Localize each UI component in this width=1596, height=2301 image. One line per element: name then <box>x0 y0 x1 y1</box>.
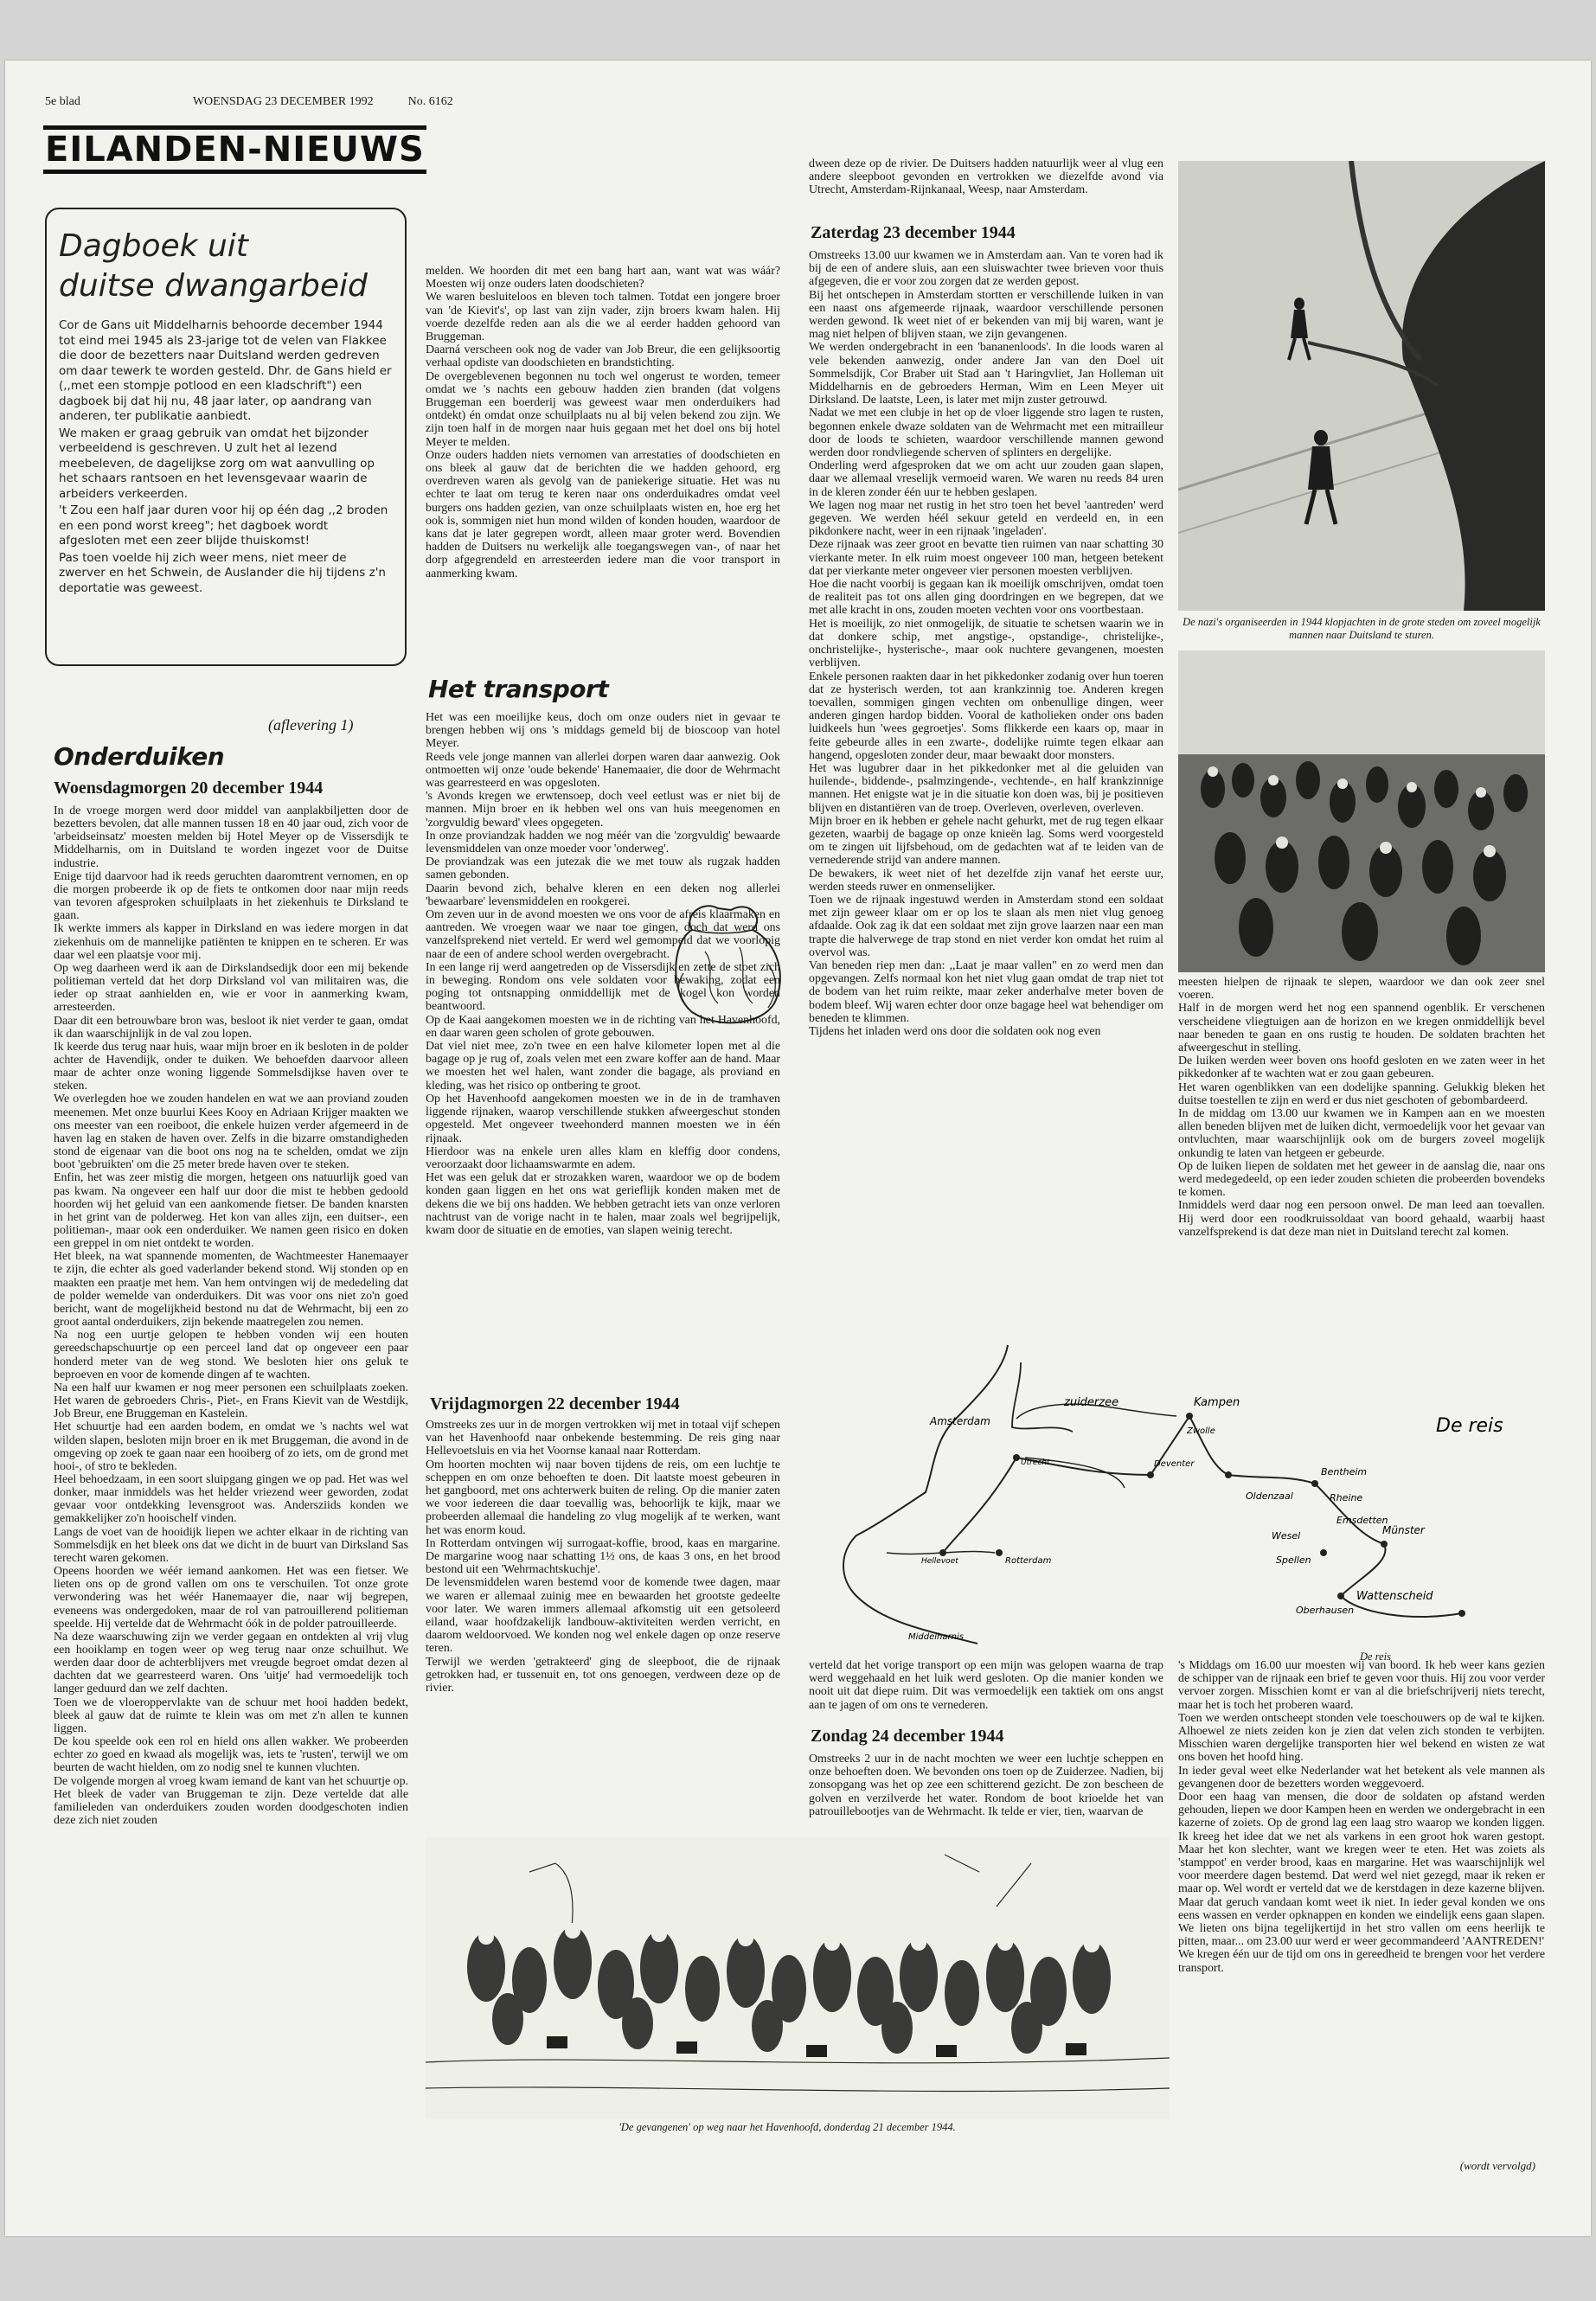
svg-text:Rheine: Rheine <box>1330 1492 1363 1503</box>
heading-onderduiken: Onderduiken <box>54 742 225 771</box>
drawing-prisoners-image <box>426 1837 1170 2119</box>
paragraph: We werden ondergebracht in een 'bananenloods'. In die loods waren al vele bekenden aanwezig, onder andere Jan van den Doel uit Sommelsdijk, Cor Braber uit Stad aan 't Haringvliet, Jan Holleman uit Middelharnis en de gebroeders Herman, Wim en Leen Meyer uit Dirksland. De laatste, Leen, is later met mijn zuster getrouwd. <box>809 341 1163 407</box>
issue-date: WOENSDAG 23 DECEMBER 1992 <box>192 95 374 108</box>
box-title-line1: Dagboek uit <box>59 228 248 264</box>
proviand-sack-drawing <box>666 891 787 1029</box>
paragraph: verteld dat het vorige transport op een mijn was gelopen waarna de trap werd weggehaald en het luik werd gesloten. Op die manier konden we nooit uit dat diepe ruim. Dit was vermoedelijk een taktiek om ons angst aan te jagen of om ons te vernederen. <box>809 1659 1163 1712</box>
drawing-prisoners <box>426 1837 1170 2119</box>
photo1-caption: De nazi's organiseerden in 1944 klopjachten in de grote steden om zoveel mogelijk mannen naar Duitsland te sturen. <box>1183 616 1541 641</box>
svg-text:Wesel: Wesel <box>1272 1530 1301 1541</box>
paragraph: In een lange rij werd aangetreden op de Vissersdijk en zette de stoet zich in beweging. Rondom ons vele soldaten voor bewaking, zodat een poging tot ontsnapping onmiddellijk met de kogel kon worden beantwoord. <box>426 960 780 1014</box>
paragraph: Onderling werd afgesproken dat we om acht uur zouden gaan slapen, daar we allemaal vreselijk vermoeid waren. We waren nu reeds 84 uren in de kleren zonder één uur te hebben geslapen. <box>809 459 1163 499</box>
paragraph: Omstreeks 13.00 uur kwamen we in Amsterdam aan. Van te voren had ik bij de een of andere sluis, aan een sluiswachter twee brieven voor thuis afgegeven, die er voor zou zorgen dat ze werden gepost. <box>809 249 1163 289</box>
paragraph: Om hoorten mochten wij naar boven tijdens de reis, om een luchtje te scheppen en om onze behoeften te doen. Dit laatste moest gebeuren in het gangboord, met ons achterwerk buiten de reling. Op die manier zaten we voor iedereen die daar toevallig was, behoorlijk te kijk, maar we probeerden allemaal die handeling zo vlug mogelijk af te werken, want het was enorm koud. <box>426 1458 780 1537</box>
paragraph: Op weg daarheen werd ik aan de Dirkslandsedijk door een mij bekende politieman verteld dat het dorp Dirksland vol van militairen was, die ieder op straat aanhielden en, wie er voor in aanmerking kwam, arresteerden. <box>54 961 408 1015</box>
paragraph: De kou speelde ook een rol en hield ons allen wakker. We probeerden echter zo goed en kwaad als mogelijk was, iets te 'rusten', terwijl we om beurten de wacht hielden, om zo nodig snel te kunnen vluchten. <box>54 1735 408 1775</box>
paragraph: Om zeven uur in de avond moesten we ons voor de afreis klaarmaken en aantreden. We vroegen waar we naar toe gingen, doch dat werd ons vanzelfsprekend niet verteld. Er werd wel gemompeld dat we voorlopig naar de een of andere school werden overgebracht. <box>426 908 780 961</box>
svg-text:Amsterdam: Amsterdam <box>930 1415 990 1427</box>
svg-text:Spellen: Spellen <box>1276 1554 1311 1566</box>
paragraph: De overgeblevenen begonnen nu toch wel ongerust te worden, temeer omdat we 's nachts een gebouw hadden zien branden (dat volgens Bruggeman een boerderij was geweest waar men onderduikers had ontdekt) én omdat onze schuilplaats nu al bij velen bekend zou zijn. We zijn toen half in de morgen naar huis gegaan met het doel ons bij hotel Meyer te melden. <box>426 369 780 449</box>
svg-text:Rotterdam: Rotterdam <box>1005 1556 1052 1566</box>
paragraph: Het waren ogenblikken van een dodelijke spanning. Gelukkig bleken het duitse toestellen te zijn en werd er dus niet geschoten of gebombardeerd. <box>1178 1080 1545 1107</box>
svg-text:Zwolle: Zwolle <box>1187 1426 1215 1436</box>
paragraph: Omstreeks 2 uur in de nacht mochten we weer een luchtje scheppen en onze behoeften doen. We bevonden ons toen op de Zuiderzee. Nadien, bij zonsopgang was het op zee een schitterend gezicht. De zon bescheen de golven en verzilverde het water. Rondom de boot krioelde het van patrouillebootjes van de Wehrmacht. Ik telde er vier, tien, waarvan de <box>809 1753 1163 1818</box>
paragraph: Terwijl we werden 'getrakteerd' ging de sleepboot, die de rijnaak getrokken had, er tussenuit en, tot ons genoegen, verdween deze op de rivier. <box>426 1655 780 1695</box>
paragraph: Het was lugubrer daar in het pikkedonker met al die geluiden van huilende-, biddende-, psalmzingende-, vechtende-, en half krankzinnige mannen. Het enigste wat je in die situatie kon doen was, bij je positieven blijven en distantiëren van de troep. Overleven, overleven, overleven. <box>809 761 1163 815</box>
paragraph: Na nog een uurtje gelopen te hebben vonden wij een houten gereedschapschuurtje op een perceel land dat op ongeveer een paar honderd meter van de weg stond. We besloten hier ons geluk te beproeven en voor de komende dingen af te wachten. <box>54 1329 408 1381</box>
paragraph: De luiken werden weer boven ons hoofd gesloten en we zaten weer in het pikkedonker af te wachten wat er zou gaan gebeuren. <box>1178 1054 1545 1081</box>
svg-text:Wattenscheid: Wattenscheid <box>1356 1590 1433 1603</box>
svg-text:Oldenzaal: Oldenzaal <box>1246 1490 1293 1502</box>
box-title-line2: duitse dwangarbeid <box>59 268 368 304</box>
column-2-part-3 <box>426 1419 780 1695</box>
svg-text:Middelharnis: Middelharnis <box>908 1632 964 1642</box>
column-4-part-1 <box>1178 976 1545 1239</box>
paragraph: Daarná verscheen ook nog de vader van Job Breur, die een gelijksoortig verhaal opdiste van doodschieten en brandstichting. <box>426 343 780 370</box>
box-paragraph: 't Zou een half jaar duren voor hij op één dag ,,2 broden en een pond worst kreeg"; het dagboek wordt afgesloten met een zeer blijde thuiskomst! <box>59 503 388 548</box>
paragraph: Hoe die nacht voorbij is gegaan kan ik moeilijk omschrijven, omdat toen de realiteit pas tot ons allen ging doordringen en we begrepen, dat we met alle kracht in ons, zouden moeten vechten voor ons voortbestaan. <box>809 578 1163 618</box>
paragraph: Enfin, het was zeer mistig die morgen, hetgeen ons natuurlijk goed van pas kwam. Na ongeveer een half uur door die mist te hebben gedoold hoorden wij het geluid van een aankomende fietser. De banden knarsten in het grint van de polderweg. Het kon van alles zijn, een duitser-, een politieman-, maar ook een onderduiker. We namen geen risico en doken een greppel in om niet ontdekt te worden. <box>54 1171 408 1251</box>
heading-vrijdag: Vrijdagmorgen 22 december 1944 <box>430 1394 680 1413</box>
paragraph: Onze ouders hadden niets vernomen van arrestaties of doodschieten en ons bleek al gauw dat de berichten die we hadden gehoord, erg overdreven waren als gevolg van de paniekerige situatie. Het was nu echter te laat om terug te keren naar ons onderduikadres omdat veel burgers ons hadden gezien, van onze schuilplaats wisten en, hoe erg het ook is, sommigen niet hun mond wilden of konden houden, waardoor de kans dat je later gegrepen wordt, alleen maar groter werd. Bovendien hadden de Duitsers nu werkelijk alle toegangswegen van-, of naar het dorp afgegrendeld en arresteerden iedere man die voor transport in aanmerking kwam. <box>426 448 780 580</box>
svg-text:Deventer: Deventer <box>1154 1459 1195 1469</box>
page-header <box>45 95 495 109</box>
paragraph: Langs de voet van de hooidijk liepen we achter elkaar in de richting van Sommelsdijk en het bleek ons dat we dicht in de buurt van Dirksland Sas terecht waren gekomen. <box>54 1525 408 1565</box>
paragraph: melden. We hoorden dit met een bang hart aan, want wat was wáár? Moesten wij onze ouders laten doodschieten? <box>426 265 780 292</box>
heading-woensdag: Woensdagmorgen 20 december 1944 <box>54 779 324 798</box>
svg-text:zuiderzee: zuiderzee <box>1064 1396 1119 1409</box>
paragraph: Ik keerde dus terug naar huis, waar mijn broer en ik besloten in de polder achter de Havendijk, onder te duiken. We behoefden daarvoor alleen maar de achter onze woning liggende Sommelsdijkse haven over te steken. <box>54 1040 408 1093</box>
paragraph: Het bleek, na wat spannende momenten, de Wachtmeester Hanemaayer te zijn, die echter als goed vaderlander bekend stond. Wij stonden op en maakten een praatje met hem. Van hem ontvingen wij de mededeling dat de polder wemelde van onderduikers. Dit was voor ons niet zo'n goed bericht, want de mogelijkheid bestond nu dat de Wehrmacht, bij een zo groot aantal onderduikers, zijn bekende maatregelen zou nemen. <box>54 1250 408 1330</box>
paragraph: Enkele personen raakten daar in het pikkedonker zodanig over hun toeren dat ze hysterisch werden, tot aan krankzinnig toe. Anderen kregen toevallen, sommigen gingen vechten om onbenullige dingen, weer anderen gingen hardop bidden. Vooral de katholieken onder ons baden luidkeels hun 'wees gegroetjes'. Soms flikkerde een kaars op, maar in feite gebeurde alles in een zwarte-, dodelijke ruimte tegen elkaar aan hangend, opgesloten zonder deur, maar bewaakt door monsters. <box>809 670 1163 762</box>
paragraph: Het was een geluk dat er strozakken waren, waardoor we op de bodem konden gaan liggen en het ons wat gerieflijk konden maken met de dekens die we bij ons hadden. We hebben getracht iets van onze verloren nachtrust van de vorige nacht in te halen, maar zoals wel begrijpelijk, kwam door de situatie en de emoties, van slapen weinig terecht. <box>426 1171 780 1237</box>
photo-street-raid-image <box>1178 161 1545 611</box>
svg-text:Utrecht: Utrecht <box>1021 1458 1050 1467</box>
heading-transport: Het transport <box>428 675 609 703</box>
paragraph: 's Middags om 16.00 uur moesten wij van boord. Ik heb weer kans gezien de schipper van de rijnaak een brief te geven voor thuis. Hij zou voor verder vervoer zorgen. Misschien komt er van al die briefschrijverij niets terecht, maar het is toch het proberen waard. <box>1178 1659 1545 1712</box>
paragraph: Toen we de rijnaak ingestuwd werden in Amsterdam stond een soldaat met zijn geweer klaar om er op los te slaan als men niet vlug genoeg afdaalde. Ook zag ik dat een soldaat met zijn grove laarzen naar een man trapte die halverwege de trap stond en niet verder kon omdat het ruim al overvol was. <box>809 893 1163 959</box>
paragraph: Op de luiken liepen de soldaten met het geweer in de aanslag die, naar ons werd medegedeeld, op een ieder zouden schieten die probeerden bovendeks te komen. <box>1178 1159 1545 1200</box>
paragraph: In Rotterdam ontvingen wij surrogaat-koffie, brood, kaas en margarine. De margarine woog naar schatting 1½ ons, de kaas 3 ons, en het brood bestond uit een 'Wehrmachtskuchje'. <box>426 1536 780 1577</box>
paragraph: Inmiddels werd daar nog een persoon onwel. De man leed aan toevallen. Hij werd door een roodkruissoldaat van boord gehaald, waarbij haast vanzelfsprekend is dat deze man niet in Duitsland terecht zal komen. <box>1178 1199 1545 1239</box>
paragraph: Door een haag van mensen, die door de soldaten op afstand werden gehouden, liepen we door Kampen heen en werden we ondergebracht in een kazerne of zoiets. Op de grond lag een laag stro waarop we konden liggen. Ik kreeg het idee dat we net als varkens in een groot hok waren gestopt. Maar het kon slechter, want we kregen weer te eten. Het was zoiets als 'stamppot' en verder brood, kaas en margarine. Het was waarschijnlijk wel voor meerdere dagen bestemd. Dat werd wel niet gezegd, maar ik reken er maar op. Wel wordt er verteld dat we de kerstdagen in deze kazerne blijven. Maar dat geruch vandaan komt weet ik niet. In ieder geval konden we ons eens wassen en verder opknappen en konden we eindelijk eens gaan slapen. We lieten ons bijna tegelijkertijd in het stro vallen om eens heerlijk te pitten, maar... om 23.00 uur werd er weer gecommandeerd 'AANTREDEN!' <box>1178 1791 1546 1949</box>
svg-text:Oberhausen: Oberhausen <box>1296 1605 1355 1616</box>
paragraph: In de middag om 13.00 uur kwamen we in Kampen aan en we moesten allen beneden blijven met de luiken dicht, vermoedelijk voor het gevaar van ontvluchten, maar waarschijnlijk ook om de burgers zoveel mogelijk onkundig te laten van hetgeen er gebeurde. <box>1178 1107 1545 1160</box>
paragraph: Na deze waarschuwing zijn we verder gegaan en ontdekten al vrij vlug een hooiklamp en togen weer op weg terug naar onze schuilhut. We werden daar door de achterblijvers met vreugde begroet omdat dezen al dachten dat we gearresteerd waren. Ons 'uitje' had vermoedelijk toch langer geduurd dan we zelf dachten. <box>54 1630 408 1696</box>
column-4-part-2 <box>1178 1659 1545 1975</box>
paragraph: We kregen één uur de tijd om ons in gereedheid te brengen voor het verdere transport. <box>1178 1948 1545 1975</box>
column-1 <box>54 804 408 1827</box>
paragraph: Daarin bevond zich, behalve kleren en een deken nog allerlei 'bewaarbare' levensmiddelen en rookgerei. <box>426 881 780 908</box>
paragraph: Het was een moeilijke keus, doch om onze ouders niet in gevaar te brengen hebben wij ons 's middags gemeld bij de bioscoop van hotel Meyer. <box>426 711 780 751</box>
photo-street-raid <box>1178 161 1545 611</box>
paragraph: Nadat we met een clubje in het op de vloer liggende stro lagen te rusten, begonnen enkele dwaze soldaten van de Wehrmacht met een mitrailleur door de loods te schieten, waardoor verschillende mannen gewond werden door rondvliegende scherven of splinters en dergelijke. <box>809 407 1163 460</box>
travel-map <box>804 1336 1557 1648</box>
paragraph: De volgende morgen al vroeg kwam iemand de kant van het schuurtje op. Het bleek de vader van Bruggeman te zijn. Deze vertelde dat alle familieleden van onderduikers zouden worden doodgeschoten indien deze zich niet zouden <box>54 1774 408 1828</box>
page-number: 5e blad <box>45 95 80 108</box>
column-3-part-4 <box>809 1753 1163 1818</box>
drawing-caption: 'De gevangenen' op weg naar het Havenhoofd, donderdag 21 december 1944. <box>619 2121 956 2133</box>
paragraph: Opeens hoorden we wéér iemand aankomen. Het was een fietser. We lieten ons op de grond vallen om ons te verschuilen. Tot onze grote verwondering was het wéér Hanemaayer die, naar wij begrepen, eveneens was ondergedoken, maar de rol van patrouillerend politieman speelde. Hij vertelde dat de Wehrmacht óók in de polder patrouilleerde. <box>54 1565 408 1631</box>
box-paragraph: Cor de Gans uit Middelharnis behoorde december 1944 tot eind mei 1945 als 23-jarige tot de velen van Flakkee die door de bezetters naar Duitsland werden gedreven om daar tewerk te worden gesteld. Dhr. de Gans hield er (,,met een stompje potlood en een kladschrift") een dagboek bij dat hij nu, 48 jaar later, op aandrang van anderen, ter publikatie aanbiedt. <box>59 318 392 423</box>
box-title <box>59 227 393 306</box>
paragraph: 's Avonds kregen we erwtensoep, doch veel eetlust was er niet bij de mannen. Mijn broer en ik hebben wel ons van huis meegenomen en 'zorgvuldig beward' vlees opgegeten. <box>426 790 780 830</box>
svg-text:Emsdetten: Emsdetten <box>1336 1515 1388 1526</box>
box-intro <box>59 318 393 596</box>
masthead <box>43 131 493 168</box>
paragraph: Toen we werden ontscheept stonden vele toeschouwers op de wal te kijken. Alhoewel ze niets zeiden kon je zien dat velen zich stonden te verbijten. Misschien waren dergelijke transporten hier wel bekend en wisten ze wat ons boven het hoofd hing. <box>1178 1711 1545 1765</box>
svg-text:Hellevoet: Hellevoet <box>921 1557 958 1566</box>
paragraph: dween deze op de rivier. De Duitsers hadden natuurlijk weer al vlug een andere sleepboot gevonden en vertrokken we diezelfde avond via Utrecht, Amsterdam-Rijnkanaal, Weesp, naar Amsterdam. <box>809 157 1163 197</box>
paragraph: Daar dit een betrouwbare bron was, besloot ik niet verder te gaan, omdat ik dan waarschijnlijk in de val zou lopen. <box>54 1014 408 1041</box>
paragraph: Tijdens het inladen werd ons door die soldaten ook nog even <box>809 1024 1101 1038</box>
box-paragraph: We maken er graag gebruik van omdat het bijzonder verbeeldend is geschreven. U zult het al lezend meebeleven, de dagelijkse zorg om wat aanvulling op het schaars rantsoen en het levensgevaar waarin de arbeiders verkeerden. <box>59 426 375 501</box>
paragraph: Het schuurtje had een aarden bodem, en omdat we 's nachts wel wat wilden slapen, besloten mijn broer en ik met Bruggeman, die avond in de omgeving op zoek te gaan naar een hooiberg of zo iets, om de grond met hooi-, of stro te bekleden. <box>54 1420 408 1473</box>
paragraph: De bewakers, ik weet niet of het dezelfde zijn vanaf het eerste uur, werden steeds ruwer en onmenselijker. <box>809 867 1163 894</box>
paragraph: We overlegden hoe we zouden handelen en wat we aan proviand zouden meenemen. Met onze buurlui Kees Kooy en Adriaan Krijger maakten we ons meester van een roeiboot, die enkele huizen verder afgemeerd in de haven lag en staken de haven over. Zelfs in die bizarre omstandigheden stond de eigenaar van die boot ons nog na te schelden, omdat we zijn boot 'gebruikten' om die 25 meter brede haven over te steken. <box>54 1093 408 1172</box>
issue-number: No. 6162 <box>407 95 453 108</box>
svg-text:Münster: Münster <box>1382 1524 1425 1536</box>
paragraph: Op de Kaai aangekomen moesten we in de richting van het Havenhoofd, en daar waren geen scholen of grote gebouwen. <box>426 1013 780 1040</box>
masthead-text: EILANDEN-NIEUWS <box>43 125 426 174</box>
paragraph: Ik werkte immers als kapper in Dirksland en was iedere morgen in dat ziekenhuis om de mannelijke patiënten te knippen en te scheren. Er was daar wel een plaatsje voor mij. <box>54 922 408 962</box>
paragraph: We waren besluiteloos en bleven toch talmen. Totdat een jongere broer van 'de Kievit's', op last van zijn vader, zijn broers kwam halen. Hij voerde dezelfde reden aan als die we al eerder hadden gehoord van Bruggeman. <box>426 291 780 344</box>
svg-text:De reis: De reis <box>1436 1415 1503 1437</box>
paragraph: Half in de morgen werd het nog een spannend ogenblik. Er verschenen verscheidene vliegtuigen aan de horizon en we kregen onmiddellijk bevel naar beneden te gaan en ons rustig te houden. De soldaten brachten het afweergeschut in stelling. <box>1178 1002 1545 1055</box>
paragraph: In de vroege morgen werd door middel van aanplakbiljetten door de bezetters bevolen, dat alle mannen tussen 18 en 40 jaar oud, zich voor de 'arbeidseinsatz' moesten melden bij Hotel Meyer op de Vissersdijk te Middelharnis, om in Duitsland te worden ingezet voor de Duitse industrie. <box>54 804 408 870</box>
aflevering-label: (aflevering 1) <box>268 716 354 734</box>
paragraph: Enige tijd daarvoor had ik reeds geruchten daaromtrent vernomen, en op die morgen probeerde ik op de fiets te ontkomen door naar mijn reeds van tevoren afgesproken schuilplaats in het ziekenhuis te Dirksland te gaan. <box>54 869 408 923</box>
paragraph: De levensmiddelen waren bestemd voor de komende twee dagen, maar we waren er allemaal zuinig mee en bewaarden het grootste gedeelte voor later. We waren immers allemaal afkomstig uit een getsoleerd eiland, waar hoofdzakelijk landbouw-aktiviteiten werden verricht, en daarom weldoorvoed. We konden nog wel enkele dagen op onze reserve teren. <box>426 1576 780 1656</box>
column-3-part-1 <box>809 157 1163 197</box>
paragraph: We lagen nog maar net rustig in het stro toen het bevel 'aantreden' werd gegeven. We werden héél sekuur geteld en verdeeld en, in een pikdonkere nacht, weer in een rijnaak 'ingeladen'. <box>809 498 1163 539</box>
paragraph: Reeds vele jonge mannen van allerlei dorpen waren daar aanwezig. Ook ontmoetten wij onze 'oude bekende' Hanemaaier, die door de Wehrmacht was gearresteerd en was opgesloten. <box>426 750 780 791</box>
paragraph: Hierdoor was na enkele uren alles klam en kleffig door condens, veroorzaakt door lichaamswarmte en adem. <box>426 1144 780 1171</box>
paragraph: Omstreeks zes uur in de morgen vertrokken wij met in totaal vijf schepen van het Havenhoofd naar onbekende bestemming. De reis ging naar Hellevoetsluis en via het Voornse kanaal naar Rotterdam. <box>426 1419 780 1458</box>
paragraph: Heel behoedzaam, in een soort sluipgang gingen we op pad. Het was wel donker, maar inmiddels was het helder vriezend weer geworden, zodat gevaar voor ontdekking levensgroot was. Andersziids konden we gemakkelijker zo'n hooischelf vinden. <box>54 1472 408 1526</box>
svg-text:Kampen: Kampen <box>1194 1396 1240 1409</box>
travel-map-drawing <box>804 1336 1557 1648</box>
paragraph: Na een half uur kwamen er nog meer personen een schuilplaats zoeken. Het waren de gebroeders Chris-, Piet-, en Frans Kievit van de Westdijk, Job Breur, ene Bruggeman en Kastelein. <box>54 1381 408 1421</box>
intro-box <box>45 208 407 666</box>
box-paragraph: Pas toen voelde hij zich weer mens, niet meer de zwerver en het Schwein, de Auslander die hij tijdens z'n deportatie was geweest. <box>59 550 386 595</box>
photo-march <box>1178 651 1545 972</box>
paragraph: In onze proviandzak hadden we nog méér van die 'zorgvuldig' bewaarde levensmiddelen van onze moeder voor 'onderweg'. <box>426 829 780 856</box>
column-2-part-1 <box>426 265 780 580</box>
paragraph: Op het Havenhoofd aangekomen moesten we in de in de tramhaven liggende rijnaken, waarop verschillende stukken afweergeschut stonden opgesteld. Met ongeveer tweehonderd mannen moesten we in één rijnaak. <box>426 1092 780 1145</box>
svg-text:Bentheim: Bentheim <box>1321 1466 1368 1477</box>
paragraph: De proviandzak was een jutezak die we met touw als rugzak hadden samen gebonden. <box>426 856 780 882</box>
map-caption: De reis <box>1360 1650 1391 1663</box>
paragraph: Dat viel niet mee, zo'n twee en een halve kilometer lopen met al die bagage op je rug of, zoals velen met een zware koffer aan de hand. Maar we moesten het wel halen, want zonder die bagage, als proviand en kleding, was het risico op ontbering te groot. <box>426 1040 780 1093</box>
paragraph: meesten hielpen de rijnaak te slepen, waardoor we dan ook zeer snel voeren. <box>1178 976 1545 1003</box>
column-3-part-2 <box>809 249 1163 1038</box>
heading-zondag: Zondag 24 december 1944 <box>811 1727 1004 1746</box>
photo-march-image <box>1178 651 1545 972</box>
column-3-part-3 <box>809 1659 1163 1712</box>
paragraph: Deze rijnaak was zeer groot en bevatte tien ruimen van naar schatting 30 vierkante meter. In elk ruim moest ongeveer 100 man, hetgeen betekent dat per vierkante meter ongeveer vier personen moesten verblijven. <box>809 538 1163 578</box>
paragraph: Van beneden riep men dan: ,,Laat je maar vallen" en zo werd men dan opgevangen. Zelfs normaal kon het niet vlug gaan omdat de trap niet tot de bodem van het ruim reikte, maar zeker anderhalve meter boven de bodem bleef. Wij waren echter door onze bagage heel wat behendiger om beneden te klimmen. <box>809 958 1163 1025</box>
paragraph: In ieder geval weet elke Nederlander wat het betekent als vele mannen als gevangenen door de bezetters worden weggevoerd. <box>1178 1764 1545 1791</box>
wordt-vervolgd: (wordt vervolgd) <box>1459 2159 1535 2172</box>
paragraph: Mijn broer en ik hebben er gehele nacht gehurkt, met de rug tegen elkaar gezeten, waarbij de bagage op onze knieën lag. Soms werd voorgesteld om te zingen uit lijfsbehoud, om de gedachten wat af te leiden van de vernederende strijd van andere mannen. <box>809 814 1163 868</box>
paragraph: Het is moeilijk, zo niet onmogelijk, de situatie te schetsen waarin we in dat donkere schip, met angstige-, opstandige-, christelijke-, onchristelijke-, hysterische-, maar ook nuchtere gevangenen, moesten verblijven. <box>809 617 1163 670</box>
heading-zaterdag: Zaterdag 23 december 1944 <box>811 223 1016 242</box>
paragraph: Bij het ontschepen in Amsterdam stortten er verschillende luiken in van een naast ons afgemeerde rijnaak, waardoor verschillende personen werden gewond. Ik weet niet of er bekenden van mij bij waren, want je mag niet helpen of blijven staan, we zijn gevangenen. <box>809 288 1163 342</box>
paragraph: Toen we de vloeroppervlakte van de schuur met hooi hadden bedekt, bleek al gauw dat de ruimte te klein was om met z'n allen te kunnen liggen. <box>54 1695 408 1735</box>
